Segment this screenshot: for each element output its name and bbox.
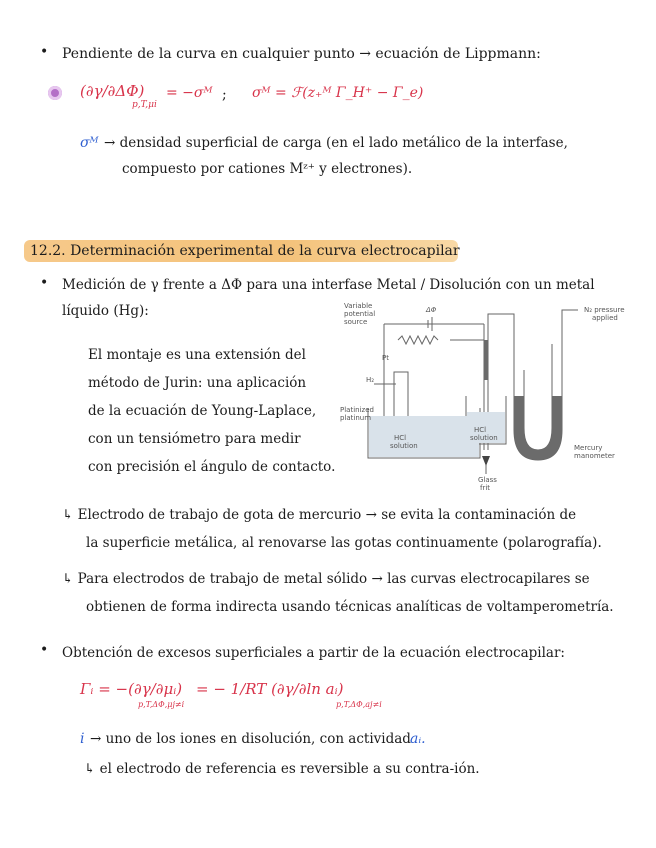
montaje-line: El montaje es una extensión del [88, 347, 306, 363]
montaje-line: método de Jurin: una aplicación [88, 375, 307, 391]
lippmann-eq-sub: p,T,μi [132, 100, 157, 110]
section-heading [24, 240, 458, 262]
surface-excess-eq-lhs: Γᵢ = −(∂γ/∂μᵢ) [80, 680, 183, 698]
label-potential: potential [344, 310, 376, 318]
reference-electrode-note: ↳ el electrodo de referencia es reversible a su contra-ión. [84, 761, 480, 777]
mercury-drop-line1: ↳ Electrodo de trabajo de gota de mercurio → se evita la contaminación de [62, 507, 577, 523]
label-variable: Variable [344, 302, 373, 310]
measurement-line1: Medición de γ frente a ΔΦ para una interfase Metal / Disolución con un metal [62, 277, 595, 293]
label-hcl-right: HCl [474, 426, 487, 434]
label-h2: H₂ [366, 376, 375, 384]
bullet: • [40, 642, 49, 658]
i-definition: → uno de los iones en disolución, con actividad [90, 731, 411, 747]
surface-excess-eq-sub1: p,T,ΔΦ,μj≠i [138, 700, 185, 709]
label-frit: frit [480, 484, 491, 492]
bullet: • [40, 44, 49, 60]
label-source: source [344, 318, 368, 326]
label-n2-pressure: N₂ pressure [584, 306, 625, 314]
label-platinum: platinum [340, 414, 372, 422]
label-delta-phi: ΔΦ [426, 306, 437, 314]
electrocapillary-apparatus-diagram [338, 300, 636, 498]
label-manometer: manometer [574, 452, 615, 460]
surface-excess-eq-mid: = − 1/RT (∂γ/∂ln aᵢ) [196, 680, 344, 698]
lippmann-eq-rhs: = −σᴹ [166, 85, 213, 101]
measurement-line2: líquido (Hg): [62, 303, 149, 319]
montaje-line: con precisión el ángulo de contacto. [88, 459, 336, 475]
montaje-line: con un tensiómetro para medir [88, 431, 301, 447]
label-pt: Pt [382, 354, 389, 362]
label-solution-right: solution [470, 434, 498, 442]
lippmann-bullet: Pendiente de la curva en cualquier punto → ecuación de Lippmann: [62, 46, 541, 62]
surface-excess-bullet: Obtención de excesos superficiales a partir de la ecuación electrocapilar: [62, 645, 565, 661]
bullet: • [40, 275, 49, 291]
highlight-dot-icon [48, 86, 62, 100]
sigma-label: σᴹ [80, 135, 99, 151]
lippmann-eq-lhs: (∂γ/∂ΔΦ) [80, 82, 145, 100]
sigma-eq: σᴹ = ℱ(z₊ᴹ Γ_H⁺ − Γ_e) [252, 85, 424, 101]
mercury-drop-line2: la superficie metálica, al renovarse las gotas continuamente (polarografía). [86, 535, 602, 551]
label-platinized: Platinized [340, 406, 374, 414]
label-mercury: Mercury [574, 444, 603, 452]
solid-metal-line2: obtienen de forma indirecta usando técnicas analíticas de voltamperometría. [86, 599, 614, 615]
surface-excess-eq-sub2: p,T,ΔΦ,aj≠i [336, 700, 382, 709]
montaje-line: de la ecuación de Young-Laplace, [88, 403, 317, 419]
label-glass: Glass [478, 476, 497, 484]
activity-label: aᵢ. [410, 731, 426, 747]
label-hcl-left: HCl [394, 434, 407, 442]
solid-metal-line1: ↳ Para electrodos de trabajo de metal sólido → las curvas electrocapilares se [62, 571, 590, 587]
i-label: i [80, 731, 85, 747]
sigma-def-line1: → densidad superficial de carga (en el lado metálico de la interfase, [104, 135, 568, 151]
sigma-def-line2: compuesto por cationes Mᶻ⁺ y electrones). [122, 161, 413, 177]
label-applied: applied [592, 314, 618, 322]
section-heading-text: 12.2. Determinación experimental de la curva electrocapilar [30, 243, 460, 259]
label-solution-left: solution [390, 442, 418, 450]
eq-separator: ; [222, 87, 227, 103]
